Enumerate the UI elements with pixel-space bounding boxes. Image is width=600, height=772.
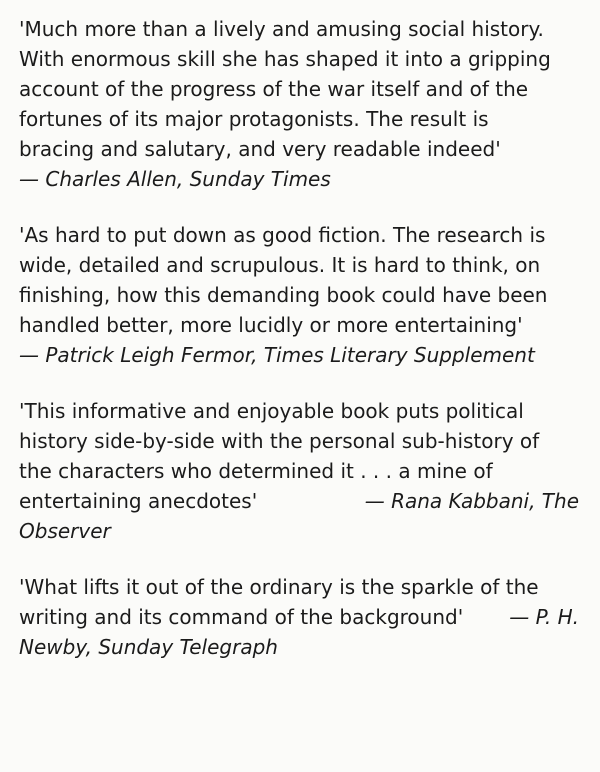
quote-line-with-attribution xyxy=(19,602,579,632)
quote-line: fortunes of its major protagonists. The result is xyxy=(19,107,489,131)
quote-attribution-continued: Newby, Sunday Telegraph xyxy=(19,635,278,659)
quote-attribution: — Charles Allen, Sunday Times xyxy=(19,167,331,191)
quote-line: 'What lifts it out of the ordinary is the sparkle of the xyxy=(19,575,539,599)
reviews-page xyxy=(19,14,579,688)
quote-line-with-attribution xyxy=(19,486,579,516)
quote-line: 'This informative and enjoyable book puts political xyxy=(19,399,524,423)
quote-line: entertaining anecdotes' xyxy=(19,489,258,513)
quote-line: 'As hard to put down as good fiction. The research is xyxy=(19,223,546,247)
quote-line: With enormous skill she has shaped it into a gripping xyxy=(19,47,551,71)
quote-line: handled better, more lucidly or more entertaining' xyxy=(19,313,523,337)
quote-line: 'Much more than a lively and amusing social history. xyxy=(19,17,544,41)
quote-line: history side-by-side with the personal sub-history of xyxy=(19,429,540,453)
review-quote-2 xyxy=(19,220,579,370)
quote-attribution-continued: Observer xyxy=(19,519,111,543)
review-quote-4 xyxy=(19,572,579,662)
quote-line: wide, detailed and scrupulous. It is hard to think, on xyxy=(19,253,541,277)
quote-line: finishing, how this demanding book could have been xyxy=(19,283,548,307)
review-quote-3 xyxy=(19,396,579,546)
quote-line: the characters who determined it . . . a mine of xyxy=(19,459,493,483)
quote-attribution: — P. H. xyxy=(509,605,579,629)
quote-line: bracing and salutary, and very readable indeed' xyxy=(19,137,501,161)
quote-line: writing and its command of the background' xyxy=(19,605,464,629)
quote-line: account of the progress of the war itself and of the xyxy=(19,77,529,101)
review-quote-1 xyxy=(19,14,579,194)
quote-attribution: — Rana Kabbani, The xyxy=(364,489,579,513)
quote-attribution: — Patrick Leigh Fermor, Times Literary Supplement xyxy=(19,343,535,367)
